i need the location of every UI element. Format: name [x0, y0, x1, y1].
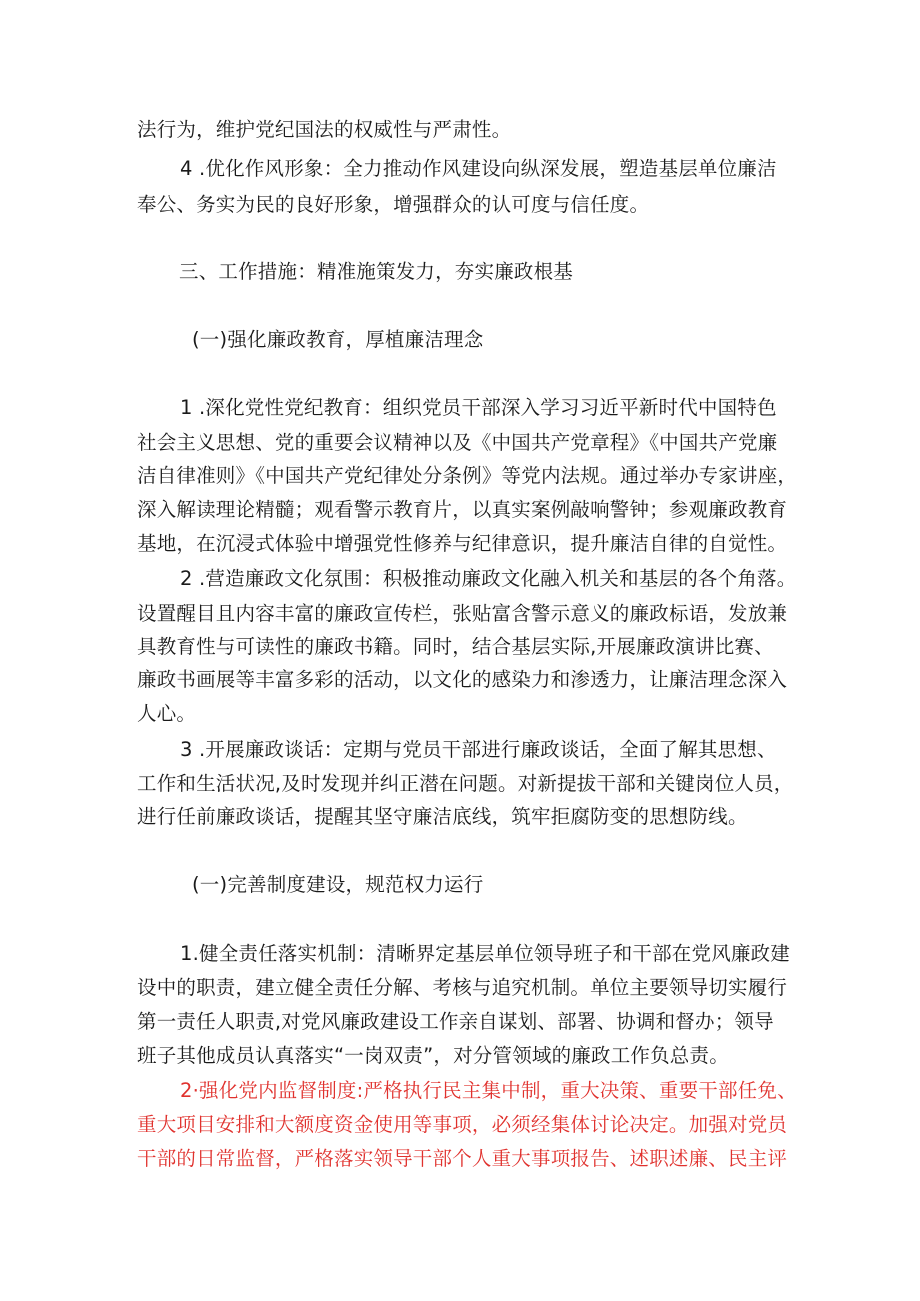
body-text-line: 具教育性与可读性的廉政书籍。同时，结合基层实际,开展廉政演讲比赛、 [137, 635, 774, 658]
body-text-line: 奉公、务实为民的良好形象，增强群众的认可度与信任度。 [137, 193, 650, 216]
subsection-heading: (一)强化廉政教育，厚植廉洁理念 [192, 328, 484, 351]
body-text-line: 深入解读理论精髓；观看警示教育片，以真实案例敲响警钟；参观廉政教育 [137, 498, 788, 521]
highlighted-text-line: 重大项目安排和大额度资金使用等事项，必须经集体讨论决定。加强对党员 [137, 1113, 788, 1136]
body-text-line: 工作和生活状况,及时发现并纠正潜在问题。对新提拔干部和关键岗位人员， [137, 772, 794, 795]
body-text-line: 社会主义思想、党的重要会议精神以及《中国共产党章程》《中国共产党廉 [137, 431, 778, 454]
body-text-line: 洁自律准则》《中国共产党纪律处分条例》等党内法规。通过举办专家讲座， [137, 464, 798, 487]
body-text-line: 班子其他成员认真落实“一岗双责”，对分管领域的廉政工作负总责。 [137, 1044, 729, 1067]
list-item-line: 4 .优化作风形象：全力推动作风建设向纵深发展，塑造基层单位廉洁 [180, 157, 777, 180]
body-text-line: 设中的职责，建立健全责任分解、考核与追究机制。单位主要领导切实履行 [137, 976, 788, 999]
body-text-line: 基地，在沉浸式体验中增强党性修养与纪律意识，提升廉洁自律的自觉性。 [137, 532, 788, 555]
body-text-line: 法行为，维护党纪国法的权威性与严肃性。 [137, 118, 512, 141]
highlighted-text-line: 干部的日常监督，严格落实领导干部个人重大事项报告、述职述廉、民主评 [137, 1147, 788, 1170]
list-item-line: 2 .营造廉政文化氛围：积极推动廉政文化融入机关和基层的各个角落。 [180, 567, 797, 590]
body-text-line: 第一责任人职责,对党风廉政建设工作亲自谋划、部署、协调和督办；领导 [137, 1010, 774, 1033]
body-text-line: 进行任前廉政谈话，提醒其坚守廉洁底线，筑牢拒腐防变的思想防线。 [137, 805, 748, 828]
section-heading: 三、工作措施：精准施策发力，夯实廉政根基 [179, 260, 574, 283]
list-item-line: 3 .开展廉政谈话：定期与党员干部进行廉政谈话，全面了解其思想、 [180, 738, 777, 761]
body-text-line: 廉政书画展等丰富多彩的活动，以文化的感染力和渗透力，让廉洁理念深入 [137, 668, 788, 691]
body-text-line: 人心。 [137, 702, 197, 725]
body-text-line: 设置醒目且内容丰富的廉政宣传栏，张贴富含警示意义的廉政标语，发放兼 [137, 602, 788, 625]
list-item-line: 1 .深化党性党纪教育：组织党员干部深入学习习近平新时代中国特色 [180, 396, 777, 419]
list-item-line: 1.健全责任落实机制：清晰界定基层单位领导班子和干部在党风廉政建 [180, 942, 791, 965]
subsection-heading: (一)完善制度建设，规范权力运行 [192, 873, 484, 896]
highlighted-list-item-line: 2·强化党内监督制度:严格执行民主集中制，重大决策、重要干部任免、 [180, 1079, 797, 1102]
